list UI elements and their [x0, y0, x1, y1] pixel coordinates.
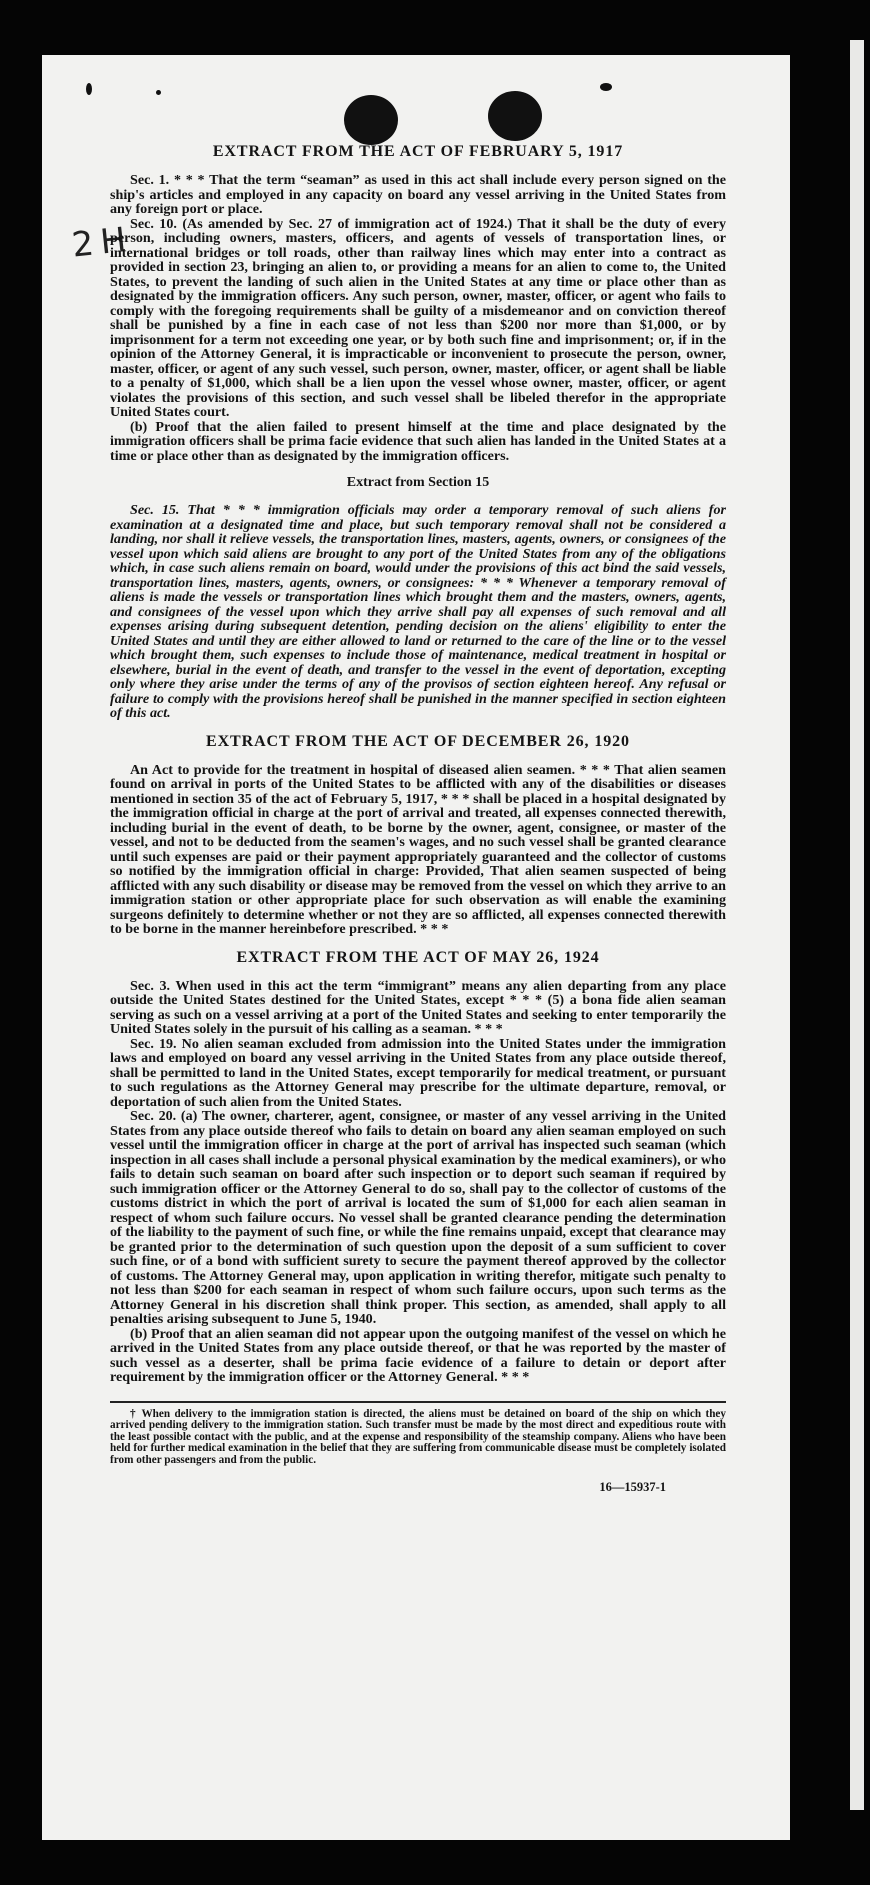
punch-hole-left — [344, 95, 398, 145]
adjacent-page-edge — [850, 40, 864, 1810]
scan-speck — [600, 83, 612, 91]
punch-hole-right — [488, 91, 542, 141]
paragraph-sec-10: Sec. 10. (As amended by Sec. 27 of immigration act of 1924.) That it shall be the duty of every person, including owners, masters, officers, and agents of vessels of transportation lines, or international bridges or toll roads, other than railway lines which may enter into a contract as provided in section 23, bringing an alien to, or providing a means for an alien to come to, the United States, to prevent the landing of such alien in the United States at any time or place other than as designated by the immigration officers. Any such person, owner, master, officer, or agent who fails to comply with the foregoing requirements shall be guilty of a misdemeanor and on conviction thereof shall be punished by a fine in each case of not less than $200 nor more than $1,000, or by imprisonment for a term not exceeding one year, or by both such fine and imprisonment; or, if in the opinion of the Attorney General, it is impracticable or inconvenient to prosecute the person, owner, master, officer, or agent of any such vessel, such person, owner, master, officer, or agent shall be liable to a penalty of $1,000, which shall be a lien upon the vessel whose owner, master, officer, or agent violates the provisions of this section, and such vessel shall be libeled therefor in the appropriate United States court. — [110, 215, 726, 420]
scan-speck — [86, 83, 92, 95]
paragraph-sec-1: Sec. 1. * * * That the term “seaman” as used in this act shall include every person signed on the ship's articles and employed in any capacity on board any vessel arriving in the United States from any foreign port or place. — [110, 172, 726, 217]
paragraph-sec-20: Sec. 20. (a) The owner, charterer, agent, consignee, or master of any vessel arriving in the United States from any place outside thereof who fails to detain on board any alien seaman employed on such vessel until the immigration officer in charge at the port of arrival has inspected such seaman (which inspection in all cases shall include a personal physical examination by the medical examiners), or who fails to detain such seaman on board after such inspection or to deport such seaman if required by such immigration officer or the Attorney General to do so, shall pay to the collector of customs of the customs district in which the port of arrival is located the sum of $1,000 for each alien seaman in respect of whom such failure occurs. No vessel shall be granted clearance pending the determination of the liability to the payment of such fine, or while the fine remains unpaid, except that clearance may be granted prior to the determination of such question upon the deposit of a sum sufficient to cover such fine, or of a bond with sufficient surety to secure the payment thereof approved by the collector of customs. The Attorney General may, upon application in writing therefor, mitigate such penalty to not less than $200 for each seaman in respect of whom such failure occurs, upon such terms as the Attorney General in his discretion shall think proper. This section, as amended, shall apply to all penalties arising subsequent to June 5, 1940. — [110, 1108, 726, 1327]
paragraph-sec-20b: (b) Proof that an alien seaman did not appear upon the outgoing manifest of the vessel on which he arrived in the United States from any place outside thereof, or that he was reported by the master of such vessel as a deserter, shall be prima facie evidence of a failure to detain or deport after requirement by the immigration officer or the Attorney General. * * * — [110, 1325, 726, 1385]
paragraph-sec-10b: (b) Proof that the alien failed to present himself at the time and place designated by the immigration officers shall be prima facie evidence that such alien has landed in the United States at a time or place other than as designated by the immigration officers. — [110, 418, 726, 464]
heading-act-1924: EXTRACT FROM THE ACT OF MAY 26, 1924 — [236, 948, 600, 966]
paragraph-sec-15: Sec. 15. That * * * immigration officials may order a temporary removal of such aliens for examination at a designated time and place, but such temporary removal shall not be considered a landing, nor shall it relieve vessels, the transportation lines, masters, agents, owners, or consignees of the vessel upon which said aliens are brought to any port of the United States from any of the obligations which, in case such aliens remain on board, would under the provisions of this act bind the said vessels, transportation lines, masters, agents, owners, or consignees: * * * Whenever a temporary removal of aliens is made the vessels or transportation lines which brought them and the masters, owners, agents, and consignees of the vessel upon which they arrive shall pay all expenses of such removal and all expenses arising during subsequent detention, pending decision on the aliens' eligibility to enter the United States and until they are either allowed to land or returned to the care of the line or to the vessel which brought them, such expenses to include those of maintenance, medical treatment in hospital or elsewhere, burial in the event of death, and transfer to the vessel in the event of deportation, excepting only where they arise under the terms of any of the provisos of section eighteen hereof. Any refusal or failure to comply with the provisions hereof shall be punished in the manner specified in section eighteen of this act. — [110, 502, 726, 721]
heading-act-1920: EXTRACT FROM THE ACT OF DECEMBER 26, 1920 — [206, 732, 630, 750]
handwritten-note: 2 H — [70, 220, 126, 266]
heading-section-15: Extract from Section 15 — [346, 475, 490, 490]
footnote-divider — [110, 1401, 726, 1403]
heading-act-1917: EXTRACT FROM THE ACT OF FEBRUARY 5, 1917 — [212, 143, 624, 160]
scan-speck — [156, 90, 161, 95]
paragraph-sec-3: Sec. 3. When used in this act the term “immigrant” means any alien departing from any place outside the United States destined for the United States, except * * * (5) a bona fide alien seaman serving as such on a vessel arriving at a port of the United States and seeking to enter temporarily the United States solely in the pursuit of his calling as a seaman. * * * — [110, 977, 726, 1037]
footnote: † When delivery to the immigration station is directed, the aliens must be detained on board of the ship on which they arrived pending delivery to the immigration station. Such transfer must be made by the most direct and expeditious route with the least possible contact with the public, and at the expense and responsibility of the steamship company. Aliens who have been held for further medical examination in the belief that they are suffering from communicable disease must be completely isolated from other passengers and from the public. — [110, 1407, 726, 1466]
form-code: 16—15937-1 — [599, 1480, 666, 1495]
document-page — [42, 55, 790, 1840]
paragraph-act-1920: An Act to provide for the treatment in hospital of diseased alien seamen. * * * That alien seamen found on arrival in ports of the United States to be afflicted with any of the disabilities or diseases mentioned in section 35 of the act of February 5, 1917, * * * shall be placed in a hospital designated by the immigration official in charge at the port of arrival and treated, all expenses connected therewith, including burial in the event of death, to be borne by the owner, agent, consignee, or master of the vessel, and not to be deducted from the seamen's wages, and no such vessel shall be granted clearance until such expenses are paid or their payment appropriately guaranteed and the collector of customs so notified by the immigration official in charge: Provided, That alien seamen suspected of being afflicted with any such disability or disease may be removed from the vessel on which they arrive to an immigration station or other appropriate place for such observation as will enable the examining surgeons definitely to determine whether or not they are so afflicted, all expenses connected therewith to be borne in the manner hereinbefore prescribed. * * * — [110, 761, 726, 937]
paragraph-sec-19: Sec. 19. No alien seaman excluded from admission into the United States under the immigration laws and employed on board any vessel arriving in the United States from any place outside thereof, shall be permitted to land in the United States, except temporarily for medical treatment, or pursuant to such regulations as the Attorney General may prescribe for the ultimate departure, removal, or deportation of such alien from the United States. — [110, 1035, 726, 1110]
document-body — [110, 143, 726, 1495]
